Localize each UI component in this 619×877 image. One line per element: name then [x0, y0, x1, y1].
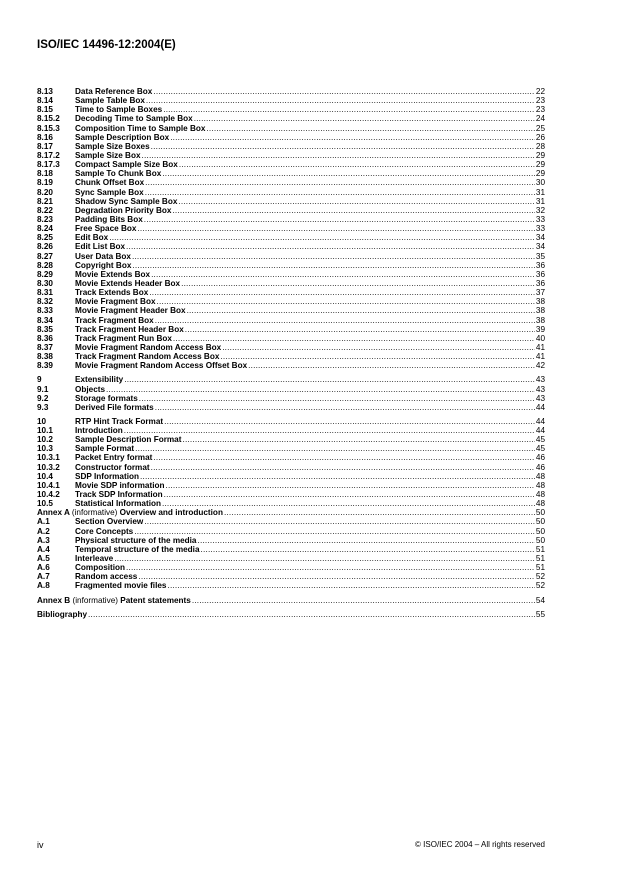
section-number: 9.3	[37, 402, 49, 412]
page-number-ref: 23	[535, 96, 545, 106]
toc-entry[interactable]	[37, 133, 545, 142]
section-number: 9.1	[37, 384, 49, 394]
dot-leader	[138, 572, 535, 581]
dot-leader	[222, 343, 535, 352]
dot-leader	[201, 545, 535, 554]
annex-b-label: Annex B	[37, 595, 71, 605]
section-title: Copyright Box	[75, 260, 132, 270]
toc-entry-bibliography[interactable]	[37, 610, 545, 619]
page-number-ref: 34	[535, 233, 545, 243]
dot-leader	[137, 224, 534, 233]
page-number-ref: 48	[535, 480, 545, 490]
page-number-ref: 36	[535, 278, 545, 288]
dot-leader	[151, 270, 535, 279]
section-number: A.2	[37, 526, 50, 536]
page-number-ref: 48	[535, 499, 545, 509]
section-title: Movie Fragment Header Box	[75, 306, 186, 316]
dot-leader	[146, 96, 535, 105]
page-number-ref: 48	[535, 471, 545, 481]
section-number: 8.14	[37, 96, 53, 106]
section-number: A.3	[37, 535, 50, 545]
page-number-ref: 38	[535, 315, 545, 325]
section-title: Sample Description Format	[75, 435, 182, 445]
page-number-ref: 50	[535, 517, 545, 527]
annex-a-title: Overview and introduction	[119, 508, 223, 518]
section-number: 8.15.3	[37, 123, 60, 133]
section-title: Composition	[75, 563, 126, 573]
section-title: User Data Box	[75, 251, 131, 261]
dot-leader	[124, 426, 535, 435]
page-number-ref: 30	[535, 178, 545, 188]
dot-leader	[106, 385, 535, 394]
section-title: Storage formats	[75, 393, 138, 403]
page-number-ref: 44	[535, 402, 545, 412]
section-title: Movie Fragment Random Access Offset Box	[75, 361, 248, 371]
annex-a-label: Annex A	[37, 508, 70, 518]
toc-entry[interactable]	[37, 197, 545, 206]
page-number-ref: 39	[535, 324, 545, 334]
page-number-ref: 26	[535, 132, 545, 142]
section-title: SDP Information	[75, 471, 139, 481]
annex-a-note: (informative)	[71, 508, 118, 518]
section-title: Shadow Sync Sample Box	[75, 196, 178, 206]
page-footer	[37, 840, 545, 850]
section-title: Sample Table Box	[75, 96, 145, 106]
section-number: 8.27	[37, 251, 53, 261]
toc-group-annex-a	[37, 517, 545, 590]
section-title: Statistical Information	[75, 499, 161, 509]
page-number-ref: 38	[535, 297, 545, 307]
toc-entry[interactable]	[37, 160, 545, 169]
dot-leader	[192, 596, 535, 605]
section-number: 8.19	[37, 178, 53, 188]
page-number-ref: 43	[535, 375, 545, 385]
toc-entry[interactable]	[37, 472, 545, 481]
dot-leader	[144, 517, 535, 526]
section-number: 8.17.2	[37, 150, 60, 160]
toc-entry[interactable]	[37, 316, 545, 325]
page-number-ref: 44	[535, 426, 545, 436]
toc-entry[interactable]	[37, 536, 545, 545]
page-number-ref: 46	[535, 462, 545, 472]
page-number: iv	[37, 840, 44, 850]
toc-entry[interactable]	[37, 325, 545, 334]
toc-entry-annex-b[interactable]	[37, 596, 545, 605]
bibliography-page: 55	[535, 609, 545, 619]
section-number: 10.3.2	[37, 462, 60, 472]
toc-entry[interactable]	[37, 142, 545, 151]
toc-entry[interactable]	[37, 105, 545, 114]
section-number: A.1	[37, 517, 50, 527]
section-title: Sample Size Box	[75, 150, 141, 160]
section-number: 8.24	[37, 224, 53, 234]
dot-leader	[155, 403, 535, 412]
section-number: 8.18	[37, 169, 53, 179]
page-number-ref: 52	[535, 581, 545, 591]
section-title: Section Overview	[75, 517, 144, 527]
section-number: 8.38	[37, 352, 53, 362]
dot-leader	[206, 124, 534, 133]
page-number-ref: 29	[535, 169, 545, 179]
toc-entry[interactable]	[37, 306, 545, 315]
dot-leader	[88, 610, 535, 619]
dot-leader	[164, 490, 535, 499]
toc-entry[interactable]	[37, 114, 545, 123]
toc-entry[interactable]	[37, 233, 545, 242]
page-number-ref: 38	[535, 306, 545, 316]
section-number: 8.36	[37, 333, 53, 343]
section-title: Data Reference Box	[75, 87, 153, 96]
toc-entry[interactable]	[37, 96, 545, 105]
section-title: Track Fragment Random Access Box	[75, 352, 220, 362]
section-title: Fragmented movie files	[75, 581, 167, 591]
toc-entry[interactable]	[37, 490, 545, 499]
toc-group-section-9	[37, 375, 545, 412]
toc-entry[interactable]	[37, 375, 545, 384]
toc-entry[interactable]	[37, 343, 545, 352]
page-number-ref: 40	[535, 333, 545, 343]
section-number: 8.13	[37, 87, 53, 96]
section-number: A.4	[37, 544, 50, 554]
section-title: Core Concepts	[75, 526, 134, 536]
toc-entry[interactable]	[37, 188, 545, 197]
dot-leader	[163, 105, 535, 114]
section-number: 8.26	[37, 242, 53, 252]
section-title: Extensibility	[75, 375, 124, 385]
dot-leader	[134, 527, 535, 536]
page-number-ref: 31	[535, 196, 545, 206]
page-number-ref: 43	[535, 384, 545, 394]
page-number-ref: 37	[535, 288, 545, 298]
section-number: 8.17	[37, 141, 53, 151]
dot-leader	[194, 114, 535, 123]
page-number-ref: 35	[535, 251, 545, 261]
section-title: RTP Hint Track Format	[75, 416, 164, 426]
section-number: 8.20	[37, 187, 53, 197]
dot-leader	[135, 444, 535, 453]
toc-entry[interactable]	[37, 394, 545, 403]
section-title: Free Space Box	[75, 224, 137, 234]
table-of-contents	[37, 87, 545, 619]
dot-leader	[153, 453, 535, 462]
section-title: Track Fragment Run Box	[75, 333, 172, 343]
section-title: Edit Box	[75, 233, 109, 243]
page-number-ref: 25	[535, 123, 545, 133]
section-number: 9.2	[37, 393, 49, 403]
dot-leader	[167, 581, 534, 590]
section-number: 8.21	[37, 196, 53, 206]
page-number-ref: 24	[535, 114, 545, 124]
dot-leader	[162, 169, 535, 178]
dot-leader	[198, 536, 535, 545]
section-number: 8.16	[37, 132, 53, 142]
section-number: 10	[37, 416, 47, 426]
section-title: Sample Size Boxes	[75, 141, 150, 151]
section-title: Time to Sample Boxes	[75, 105, 163, 115]
section-title: Decoding Time to Sample Box	[75, 114, 193, 124]
section-number: A.7	[37, 572, 50, 582]
toc-entry[interactable]	[37, 169, 545, 178]
section-number: 8.33	[37, 306, 53, 316]
toc-entry[interactable]	[37, 463, 545, 472]
section-title: Degradation Priority Box	[75, 205, 172, 215]
bibliography-title: Bibliography	[37, 609, 88, 619]
page-number-ref: 51	[535, 544, 545, 554]
dot-leader	[187, 306, 535, 315]
toc-entry[interactable]	[37, 361, 545, 370]
toc-entry[interactable]	[37, 124, 545, 133]
page-number-ref: 51	[535, 563, 545, 573]
toc-entry[interactable]	[37, 151, 545, 160]
dot-leader	[114, 554, 535, 563]
page-number-ref: 41	[535, 342, 545, 352]
dot-leader	[109, 233, 535, 242]
dot-leader	[151, 142, 535, 151]
page-number-ref: 50	[535, 535, 545, 545]
toc-entry[interactable]	[37, 444, 545, 453]
page-number-ref: 28	[535, 141, 545, 151]
section-number: 8.35	[37, 324, 53, 334]
section-number: 9	[37, 375, 42, 385]
section-title: Sample Format	[75, 444, 135, 454]
dot-leader	[155, 316, 535, 325]
toc-entry[interactable]	[37, 417, 545, 426]
section-number: 8.37	[37, 342, 53, 352]
toc-entry[interactable]	[37, 224, 545, 233]
toc-entry-annex-a[interactable]	[37, 508, 545, 517]
section-title: Movie Fragment Random Access Box	[75, 342, 222, 352]
section-title: Movie SDP information	[75, 480, 165, 490]
dot-leader	[181, 279, 535, 288]
toc-entry[interactable]	[37, 435, 545, 444]
section-number: 8.32	[37, 297, 53, 307]
dot-leader	[126, 563, 535, 572]
section-number: 8.17.3	[37, 160, 60, 170]
dot-leader	[149, 288, 535, 297]
section-title: Track Fragment Box	[75, 315, 154, 325]
section-number: 8.30	[37, 278, 53, 288]
section-number: 10.2	[37, 435, 53, 445]
toc-entry[interactable]	[37, 453, 545, 462]
page-number-ref: 22	[535, 87, 545, 96]
toc-entry[interactable]	[37, 426, 545, 435]
section-number: 8.15	[37, 105, 53, 115]
page-number-ref: 51	[535, 554, 545, 564]
page-number-ref: 48	[535, 490, 545, 500]
section-title: Random access	[75, 572, 138, 582]
section-number: 8.31	[37, 288, 53, 298]
section-number: 10.4.1	[37, 480, 60, 490]
dot-leader	[142, 151, 535, 160]
section-number: 10.3.1	[37, 453, 60, 463]
page-number-ref: 36	[535, 269, 545, 279]
section-number: 8.22	[37, 205, 53, 215]
dot-leader	[164, 417, 535, 426]
section-number: A.5	[37, 554, 50, 564]
toc-entry[interactable]	[37, 554, 545, 563]
section-number: 8.29	[37, 269, 53, 279]
toc-entry[interactable]	[37, 352, 545, 361]
page-number-ref: 36	[535, 260, 545, 270]
page-number-ref: 33	[535, 224, 545, 234]
section-title: Sync Sample Box	[75, 187, 144, 197]
dot-leader	[170, 133, 535, 142]
dot-leader	[178, 197, 535, 206]
section-title: Sample Description Box	[75, 132, 170, 142]
dot-leader	[124, 375, 535, 384]
section-number: A.8	[37, 581, 50, 591]
section-title: Track Extends Box	[75, 288, 149, 298]
toc-entry[interactable]	[37, 87, 545, 96]
section-title: Packet Entry format	[75, 453, 153, 463]
toc-entry[interactable]	[37, 385, 545, 394]
page-number-ref: 45	[535, 444, 545, 454]
toc-entry[interactable]	[37, 279, 545, 288]
dot-leader	[185, 325, 535, 334]
copyright-notice: © ISO/IEC 2004 – All rights reserved	[415, 840, 545, 849]
page-number-ref: 33	[535, 214, 545, 224]
dot-leader	[132, 252, 535, 261]
section-title: Edit List Box	[75, 242, 126, 252]
section-number: 10.1	[37, 426, 53, 436]
page-number-ref: 43	[535, 393, 545, 403]
section-title: Introduction	[75, 426, 123, 436]
toc-entry[interactable]	[37, 297, 545, 306]
section-number: 10.4	[37, 471, 53, 481]
dot-leader	[172, 206, 534, 215]
toc-entry[interactable]	[37, 288, 545, 297]
section-number: 8.28	[37, 260, 53, 270]
page-number-ref: 42	[535, 361, 545, 371]
toc-group-section-10	[37, 417, 545, 508]
section-title: Chunk Offset Box	[75, 178, 145, 188]
document-id: ISO/IEC 14496-12:2004(E)	[37, 39, 176, 51]
page-number-ref: 29	[535, 150, 545, 160]
section-title: Movie Fragment Box	[75, 297, 156, 307]
annex-a-page: 50	[535, 508, 545, 518]
section-number: 10.3	[37, 444, 53, 454]
dot-leader	[139, 394, 535, 403]
section-title: Padding Bits Box	[75, 214, 143, 224]
dot-leader	[144, 215, 535, 224]
page-number-ref: 29	[535, 160, 545, 170]
section-title: Constructor format	[75, 462, 150, 472]
section-title: Objects	[75, 384, 106, 394]
section-title: Physical structure of the media	[75, 535, 197, 545]
dot-leader	[145, 188, 535, 197]
section-title: Sample To Chunk Box	[75, 169, 162, 179]
toc-entry[interactable]	[37, 206, 545, 215]
section-number: A.6	[37, 563, 50, 573]
section-title: Compact Sample Size Box	[75, 160, 178, 170]
toc-entry[interactable]	[37, 403, 545, 412]
toc-entry[interactable]	[37, 242, 545, 251]
section-title: Movie Extends Header Box	[75, 278, 181, 288]
section-number: 10.5	[37, 499, 53, 509]
toc-entry[interactable]	[37, 517, 545, 526]
toc-entry[interactable]	[37, 261, 545, 270]
section-title: Track SDP Information	[75, 490, 163, 500]
toc-group-section-8	[37, 87, 545, 370]
dot-leader	[165, 481, 534, 490]
toc-entry[interactable]	[37, 270, 545, 279]
dot-leader	[140, 472, 535, 481]
dot-leader	[182, 435, 534, 444]
dot-leader	[126, 242, 535, 251]
annex-b-page: 54	[535, 595, 545, 605]
page-number-ref: 52	[535, 572, 545, 582]
section-title: Movie Extends Box	[75, 269, 151, 279]
section-title: Temporal structure of the media	[75, 544, 200, 554]
toc-entry[interactable]	[37, 527, 545, 536]
section-title: Derived File formats	[75, 402, 154, 412]
annex-b-title: Patent statements	[120, 595, 191, 605]
dot-leader	[173, 334, 535, 343]
toc-entry[interactable]	[37, 215, 545, 224]
dot-leader	[157, 297, 535, 306]
toc-entry[interactable]	[37, 581, 545, 590]
dot-leader	[153, 87, 535, 96]
section-number: 8.23	[37, 214, 53, 224]
page-number-ref: 50	[535, 526, 545, 536]
section-number: 8.15.2	[37, 114, 60, 124]
dot-leader	[248, 361, 535, 370]
dot-leader	[224, 508, 535, 517]
section-number: 8.25	[37, 233, 53, 243]
page-number-ref: 45	[535, 435, 545, 445]
dot-leader	[151, 463, 535, 472]
dot-leader	[179, 160, 535, 169]
dot-leader	[132, 261, 534, 270]
section-title: Interleave	[75, 554, 114, 564]
toc-entry[interactable]	[37, 572, 545, 581]
section-title: Track Fragment Header Box	[75, 324, 184, 334]
toc-entry[interactable]	[37, 499, 545, 508]
toc-entry[interactable]	[37, 481, 545, 490]
dot-leader	[162, 499, 535, 508]
toc-entry[interactable]	[37, 563, 545, 572]
toc-entry[interactable]	[37, 334, 545, 343]
page-number-ref: 46	[535, 453, 545, 463]
section-number: 8.39	[37, 361, 53, 371]
section-number: 8.34	[37, 315, 53, 325]
dot-leader	[220, 352, 534, 361]
page-number-ref: 34	[535, 242, 545, 252]
page-number-ref: 41	[535, 352, 545, 362]
page-number-ref: 32	[535, 205, 545, 215]
toc-entry[interactable]	[37, 545, 545, 554]
toc-entry[interactable]	[37, 252, 545, 261]
page-number-ref: 44	[535, 416, 545, 426]
toc-entry[interactable]	[37, 178, 545, 187]
section-number: 10.4.2	[37, 490, 60, 500]
page-number-ref: 23	[535, 105, 545, 115]
page-number-ref: 31	[535, 187, 545, 197]
dot-leader	[145, 178, 535, 187]
annex-b-note: (informative)	[72, 595, 118, 605]
section-title: Composition Time to Sample Box	[75, 123, 206, 133]
